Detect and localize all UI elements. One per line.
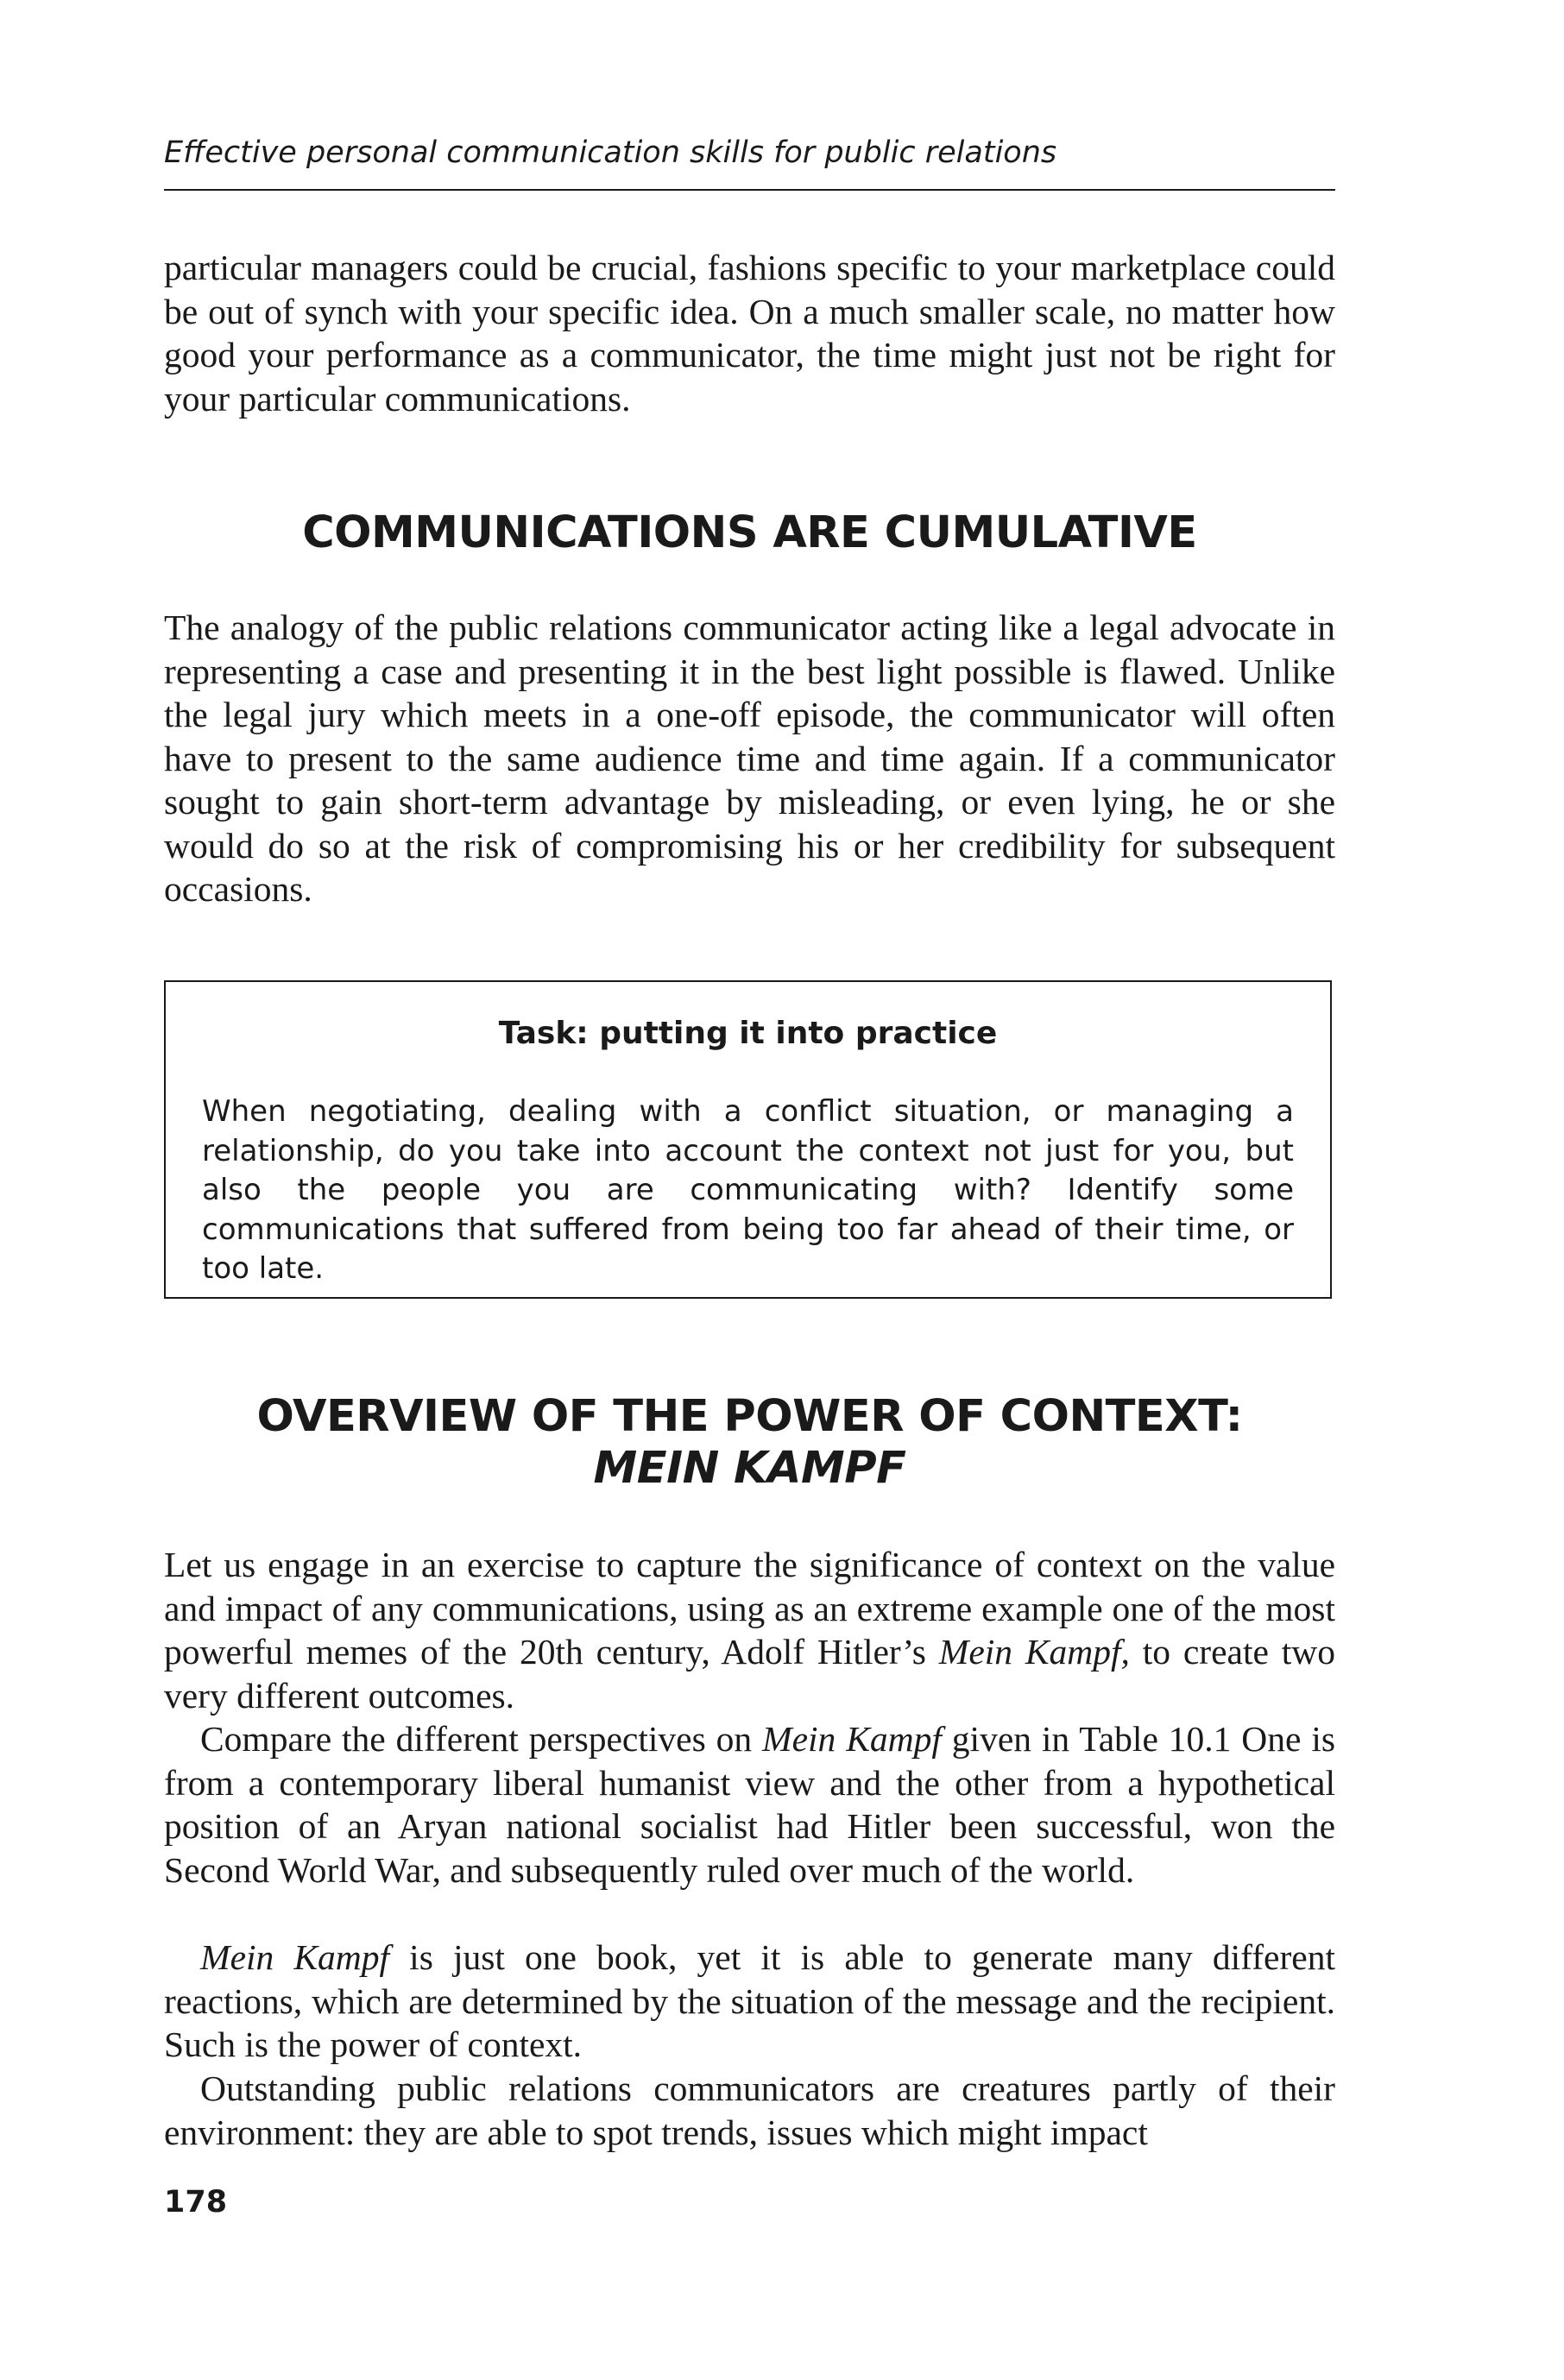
task-box-body: When negotiating, dealing with a conflict situation, or managing a relationship, do you take into account the context not just for you, but also the people you are communicating with? Identify some communications that suffered from being too far ahead of their time, or too late. [202,1094,1294,1286]
context-p3-book-title: Mein Kampf [200,1937,390,1977]
context-p2-book-title: Mein Kampf [762,1719,942,1759]
page-number: 178 [164,2185,228,2219]
header-rule [164,189,1335,191]
context-paragraph-3 [164,1936,1335,2067]
running-head: Effective personal communication skills for public relations [164,135,1057,170]
context-paragraph-4: Outstanding public relations communicators are creatures partly of their environment: they are able to spot trends, issues which might impact [164,2068,1335,2152]
context-paragraph-2 [164,1717,1335,1892]
section-heading-context-line2: MEIN KAMPF [593,1443,906,1494]
context-p2-text-a: Compare the different perspectives on [200,1719,763,1759]
context-p1-book-title: Mein Kampf, [938,1632,1130,1672]
context-p2-text-b: given in Table 10.1 One is from a contemporary liberal humanist view and the other from a hypothetical position of an Aryan national socialist had Hitler been successful, won the Second World War, and subsequently ruled over much of the world. [164,1719,1336,1890]
section-heading-context [164,1391,1335,1495]
context-p3-text-b: is just one book, yet it is able to generate many different reactions, which are determined by the situation of the message and the recipient. Such is the power of context. [164,1937,1335,2064]
task-box-title: Task: putting it into practice [498,1016,998,1051]
context-p1-text-a: Let us engage in an exercise to capture the significance of context on the value and impact of any communications, using as an extreme example one of the most powerful memes of the 20th century, Adolf Hitler’s [164,1545,1335,1672]
cumulative-paragraph: The analogy of the public relations communicator acting like a legal advocate in representing a case and presenting it in the best light possible is flawed. Unlike the legal jury which meets in a one-off episode, the communicator will often have to present to the same audience time and time again. If a communicator sought to gain short-term advantage by misleading, or even lying, he or she would do so at the risk of compromising his or her credibility for subsequent occasions. [164,608,1335,909]
task-box [164,980,1332,1299]
section-heading-cumulative: COMMUNICATIONS ARE CUMULATIVE [302,507,1197,558]
intro-paragraph: particular managers could be crucial, fashions specific to your marketplace could be out of synch with your specific idea. On a much smaller scale, no matter how good your performance as a communicator, the time might just not be right for your particular communications. [164,248,1335,419]
context-p1-text-b: to create two very different outcomes. [164,1632,1336,1716]
section-heading-context-line1: OVERVIEW OF THE POWER OF CONTEXT: [256,1391,1243,1442]
context-paragraph-1 [164,1543,1335,1717]
